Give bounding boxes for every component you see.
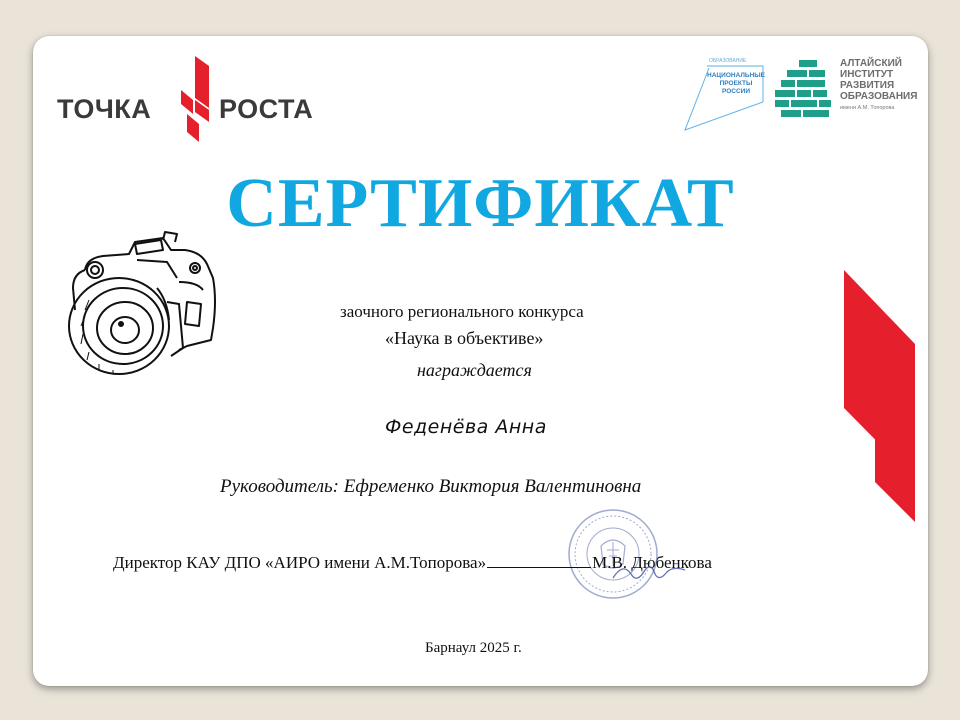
logo-word-rosta: РОСТА bbox=[219, 94, 314, 124]
signature-line bbox=[487, 553, 591, 568]
contest-line: заочного регионального конкурса bbox=[340, 302, 584, 321]
airo-line-2: ИНСТИТУТ bbox=[840, 69, 894, 80]
np-line-3: РОССИИ bbox=[721, 88, 751, 95]
airo-name bbox=[840, 58, 917, 102]
tochka-rosta-mark-icon bbox=[169, 56, 219, 144]
recipient-name: Феденёва Анна bbox=[385, 416, 547, 438]
director-title: Директор КАУ ДПО «АИРО имени А.М.Топорова» bbox=[113, 553, 487, 572]
certificate-card bbox=[33, 36, 928, 686]
contest-name: «Наука в объективе» bbox=[385, 328, 544, 348]
logo-word-tochka: ТОЧКА bbox=[57, 94, 152, 124]
airo-logo bbox=[773, 56, 923, 126]
certificate-title: СЕРТИФИКАТ bbox=[226, 165, 735, 242]
supervisor-line: Руководитель: Ефременко Виктория Валентиновна bbox=[220, 476, 642, 497]
national-projects-logo bbox=[679, 56, 769, 134]
decorative-red-shapes-icon bbox=[841, 270, 928, 530]
airo-emblem-icon bbox=[773, 58, 835, 122]
airo-line-1: АЛТАЙСКИЙ bbox=[840, 58, 902, 69]
national-projects-small-label: ОБРАЗОВАНИЕ bbox=[709, 58, 747, 64]
np-line-1: НАЦИОНАЛЬНЫЕ bbox=[707, 72, 765, 79]
airo-subtitle: имени А.М. Топорова bbox=[840, 105, 895, 111]
airo-line-3: РАЗВИТИЯ bbox=[840, 80, 895, 91]
national-projects-title bbox=[706, 72, 766, 96]
director-name: М.В. Дюбенкова bbox=[592, 553, 712, 572]
tochka-rosta-logo bbox=[57, 56, 327, 146]
signature-icon bbox=[609, 558, 689, 588]
airo-line-4: ОБРАЗОВАНИЯ bbox=[840, 91, 918, 102]
place-date: Барнаул 2025 г. bbox=[425, 640, 522, 656]
camera-icon bbox=[67, 230, 219, 380]
np-line-2: ПРОЕКТЫ bbox=[719, 80, 753, 87]
awarded-label: награждается bbox=[417, 360, 532, 380]
